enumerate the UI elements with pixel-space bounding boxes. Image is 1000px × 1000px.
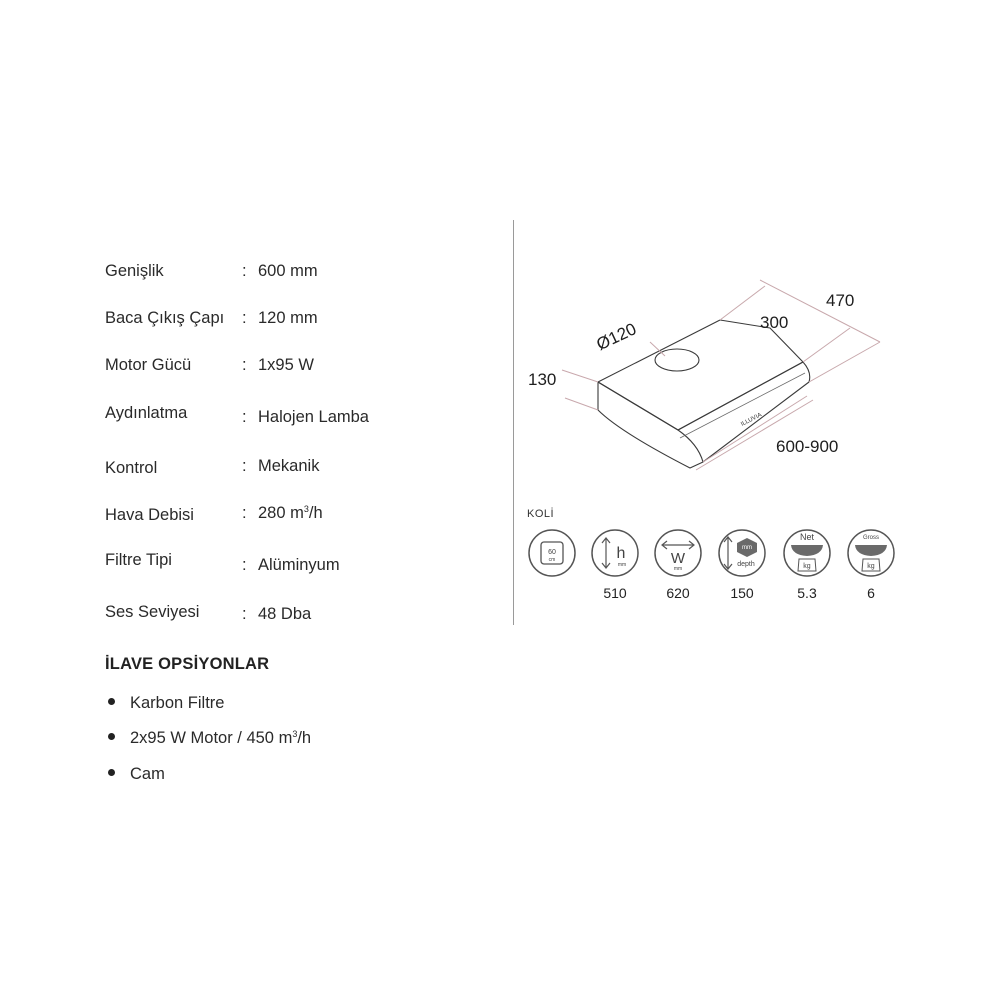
spec-label: Kontrol (105, 459, 158, 477)
option-text: Cam (130, 765, 165, 783)
spec-label: Filtre Tipi (105, 551, 172, 569)
spec-label: Aydınlatma (105, 404, 188, 422)
dim-depth-top: 300 (760, 313, 789, 332)
airflow-unit-suffix: /h (308, 504, 323, 522)
net-unit-text: kg (803, 563, 811, 570)
option-unit-suffix: /h (297, 729, 312, 747)
spec-row-noise (105, 603, 465, 627)
option-item (108, 765, 165, 784)
spec-value: 600 mm (258, 262, 318, 280)
depth-icon (717, 528, 767, 578)
spec-row-lighting (105, 404, 465, 428)
spec-colon: : (242, 356, 247, 374)
spec-value: 48 Dba (258, 605, 312, 623)
depth-mm-text: mm (742, 545, 752, 551)
spec-value: 1x95 W (258, 356, 314, 374)
option-item (108, 729, 311, 748)
spec-colon: : (242, 457, 247, 475)
depth-label-text: depth (737, 561, 755, 568)
spec-value (258, 504, 323, 523)
gross-weight-icon (846, 528, 896, 578)
gross-label-text: Gross (862, 535, 880, 541)
package-depth-value: 150 (730, 585, 754, 601)
bullet-icon (108, 769, 115, 776)
spec-value: Alüminyum (258, 556, 340, 574)
spec-value: 120 mm (258, 309, 318, 327)
width-icon (653, 528, 703, 578)
spec-colon: : (242, 556, 247, 574)
height-letter: h (616, 545, 626, 562)
spec-row-motor (105, 356, 465, 380)
height-unit: mm (617, 562, 627, 568)
spec-row-width (105, 262, 465, 286)
width-letter: W (670, 550, 686, 567)
spec-row-control (105, 457, 465, 481)
package-height-value: 510 (603, 585, 627, 601)
spec-label: Baca Çıkış Çapı (105, 309, 225, 327)
airflow-unit-sup: 3 (303, 504, 309, 514)
gross-unit-text: kg (867, 563, 875, 570)
spec-label: Motor Gücü (105, 356, 192, 374)
box-60cm-icon (527, 528, 577, 578)
net-label-text: Net (799, 532, 815, 542)
height-icon (590, 528, 640, 578)
spec-row-airflow (105, 504, 465, 528)
spec-colon: : (242, 309, 247, 327)
dim-width: 600-900 (776, 437, 839, 456)
control-panel-label: ILLUVIA (740, 412, 763, 428)
column-divider (513, 220, 514, 625)
spec-colon: : (242, 262, 247, 280)
package-net-weight-value: 5.3 (797, 585, 817, 601)
option-unit-sup: 3 (292, 729, 298, 739)
dim-depth-total: 470 (826, 291, 855, 310)
package-width-value: 620 (666, 585, 690, 601)
spec-colon: : (242, 605, 247, 623)
options-title: İLAVE OPSİYONLAR (105, 655, 270, 673)
airflow-value: 280 m (258, 504, 304, 522)
bullet-icon (108, 698, 115, 705)
option-item (108, 694, 224, 713)
spec-row-duct (105, 309, 465, 333)
option-text: Karbon Filtre (130, 694, 225, 712)
option-text: 2x95 W Motor / 450 m (130, 729, 293, 747)
spec-value: Halojen Lamba (258, 408, 369, 426)
bullet-icon (108, 733, 115, 740)
spec-label: Ses Seviyesi (105, 603, 200, 621)
box-unit-text: cm (548, 557, 556, 563)
dim-duct-diameter: Ø120 (593, 319, 640, 355)
package-title: KOLİ (527, 508, 555, 520)
width-unit: mm (673, 566, 683, 572)
spec-colon: : (242, 504, 247, 522)
net-weight-icon (782, 528, 832, 578)
box-size-text: 60 (548, 549, 556, 556)
package-gross-weight-value: 6 (867, 585, 875, 601)
spec-colon: : (242, 408, 247, 426)
spec-row-filter (105, 551, 465, 575)
dim-height: 130 (528, 370, 557, 389)
spec-value: Mekanik (258, 457, 320, 475)
spec-label: Hava Debisi (105, 506, 194, 524)
spec-label: Genişlik (105, 262, 164, 280)
